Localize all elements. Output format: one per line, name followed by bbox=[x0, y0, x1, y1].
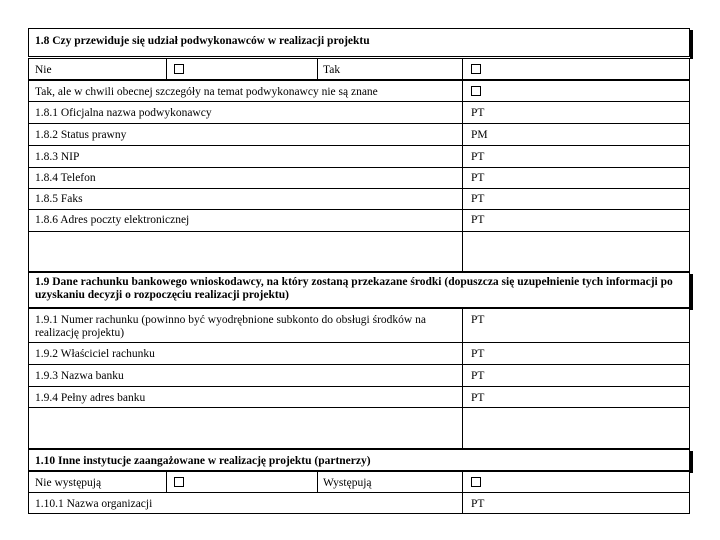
row-label: 1.8.6 Adres poczty elektronicznej bbox=[35, 214, 190, 226]
option-yes-label: Tak bbox=[323, 64, 341, 76]
header-shadow bbox=[690, 274, 693, 310]
row-value[interactable]: PT bbox=[471, 392, 485, 404]
divider bbox=[28, 209, 690, 210]
divider bbox=[462, 492, 463, 514]
row-value[interactable]: PT bbox=[471, 107, 485, 119]
section-1-9-header: 1.9 Dane rachunku bankowego wnioskodawcy, na który zostaną przekazane środki (dopuszcza się uzupełnienie tych informacji po uzyskaniu decyzji o rozpoczęciu realizacji projektu) bbox=[35, 276, 673, 301]
option-partners-no-label: Nie występują bbox=[35, 477, 102, 489]
divider bbox=[166, 58, 167, 80]
option-no-label: Nie bbox=[35, 64, 52, 76]
row-value[interactable]: PT bbox=[471, 498, 485, 510]
divider bbox=[28, 364, 690, 365]
option-unknown-label: Tak, ale w chwili obecnej szczegóły na temat podwykonawcy nie są znane bbox=[35, 86, 378, 98]
option-partners-no-checkbox[interactable] bbox=[174, 477, 184, 487]
section-1-8-spacer bbox=[28, 231, 690, 272]
section-1-10-header: 1.10 Inne instytucje zaangażowane w realizację projektu (partnerzy) bbox=[35, 455, 371, 467]
option-partners-yes-label: Występują bbox=[323, 477, 372, 489]
divider bbox=[28, 123, 690, 124]
row-label: 1.8.2 Status prawny bbox=[35, 129, 127, 141]
row-label: 1.8.3 NIP bbox=[35, 151, 80, 163]
section-1-8-header: 1.8 Czy przewiduje się udział podwykonawców w realizacji projektu bbox=[35, 35, 370, 47]
divider bbox=[462, 80, 463, 102]
row-value[interactable]: PT bbox=[471, 214, 485, 226]
option-unknown-checkbox[interactable] bbox=[471, 86, 481, 96]
divider bbox=[166, 471, 167, 493]
divider bbox=[28, 145, 690, 146]
divider bbox=[462, 471, 463, 493]
divider bbox=[28, 188, 690, 189]
option-yes-checkbox[interactable] bbox=[471, 64, 481, 74]
row-label: 1.9.2 Właściciel rachunku bbox=[35, 348, 155, 360]
row-value[interactable]: PM bbox=[471, 129, 488, 141]
divider bbox=[462, 58, 463, 80]
row-label: 1.9.1 Numer rachunku (powinno być wyodrębnione subkonto do obsługi środków na realizację projektu) bbox=[35, 314, 426, 339]
row-value[interactable]: PT bbox=[471, 193, 485, 205]
row-label: 1.9.3 Nazwa banku bbox=[35, 370, 124, 382]
row-label: 1.10.1 Nazwa organizacji bbox=[35, 498, 153, 510]
divider bbox=[462, 308, 463, 408]
row-value[interactable]: PT bbox=[471, 314, 485, 326]
section-1-9-spacer bbox=[28, 407, 690, 449]
row-value[interactable]: PT bbox=[471, 370, 485, 382]
row-label: 1.8.1 Oficjalna nazwa podwykonawcy bbox=[35, 107, 212, 119]
header-shadow bbox=[690, 30, 693, 59]
row-value[interactable]: PT bbox=[471, 172, 485, 184]
header-shadow bbox=[690, 451, 693, 473]
option-partners-yes-checkbox[interactable] bbox=[471, 477, 481, 487]
row-value[interactable]: PT bbox=[471, 151, 485, 163]
divider bbox=[462, 407, 463, 449]
row-label: 1.8.5 Faks bbox=[35, 193, 83, 205]
divider bbox=[28, 167, 690, 168]
divider bbox=[462, 231, 463, 272]
row-label: 1.9.4 Pełny adres banku bbox=[35, 392, 146, 404]
divider bbox=[28, 386, 690, 387]
divider bbox=[28, 342, 690, 343]
row-value[interactable]: PT bbox=[471, 348, 485, 360]
option-no-checkbox[interactable] bbox=[174, 64, 184, 74]
row-label: 1.8.4 Telefon bbox=[35, 172, 96, 184]
